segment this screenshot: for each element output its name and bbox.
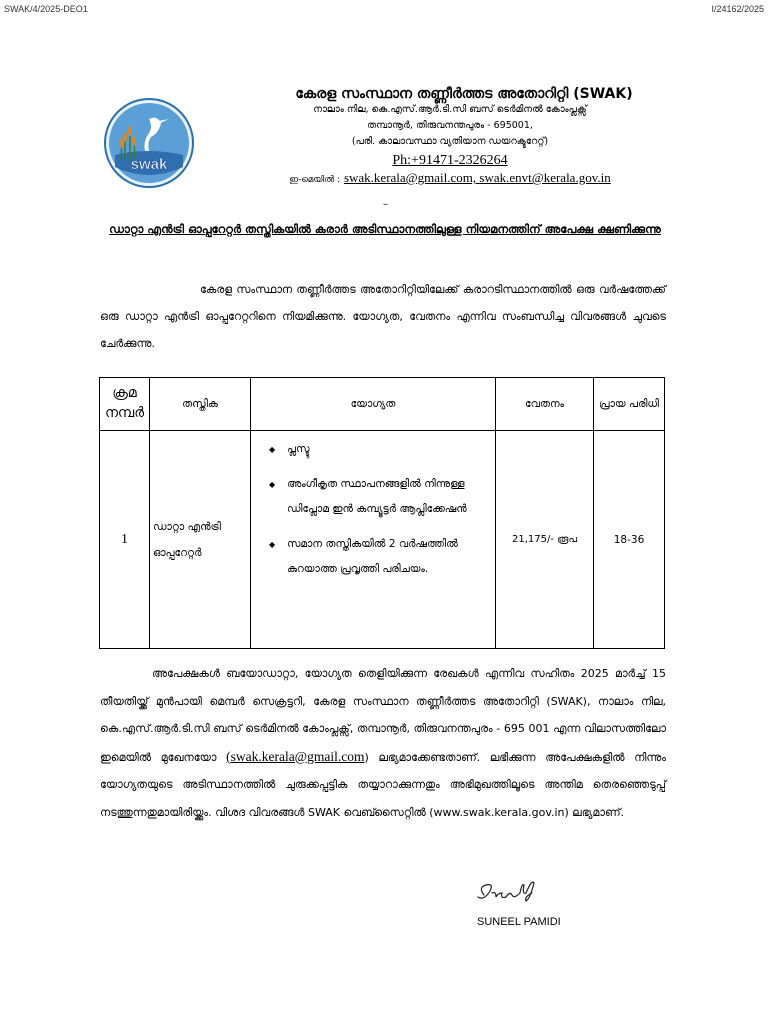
qualification-item xyxy=(259,437,489,462)
header-serial-no-line1: ക്രമ xyxy=(112,386,137,401)
qualification-list xyxy=(259,437,489,582)
address-line-2: തമ്പാനൂർ, തിരുവനന്തപുരം - 695001, xyxy=(367,120,533,131)
signatory-name: SUNEEL PAMIDI xyxy=(477,916,561,928)
diamond-bullet-icon: ◆ xyxy=(269,445,276,454)
qualification-text: പ്ലസ്ടു xyxy=(287,443,310,455)
letterhead xyxy=(240,86,660,186)
diamond-bullet-icon: ◆ xyxy=(269,480,276,489)
qualification-item xyxy=(259,532,489,582)
file-number: I/24162/2025 xyxy=(711,4,764,14)
closing-text-2: ) ലഭ്യമാക്കേണ്ടതാണ്. ലഭിക്കുന്ന അപേക്ഷകളിൽ നിന്നും യോഗ്യതയുടെ അടിസ്ഥാനത്തിൽ ചുരുക്കപ്പട്ടിക തയ്യാറാക്കുന്നതും അഭിമുഖത്തിലൂടെ അന്തിമ തെരഞ്ഞെടുപ്പ് നടത്തുന്നതുമായിരിയ്ക്കും. വിശദ വിവരങ്ങൾ SWAK വെബ്സൈറ്റിൽ (www.swak.kerala.gov.in) ലഭ്യമാണ്. xyxy=(100,750,666,819)
table-row xyxy=(100,431,665,649)
cell-age-limit: 18-36 xyxy=(594,431,665,649)
qualification-item xyxy=(259,472,489,522)
phone-number: Ph:+91471-2326264 xyxy=(392,153,508,168)
table-header-row xyxy=(100,378,665,431)
reference-number: SWAK/4/2025-DEO1 xyxy=(4,4,88,14)
header-post: തസ്തിക xyxy=(150,378,251,431)
intro-paragraph: കേരള സംസ്ഥാന തണ്ണീർത്തട അതോറിറ്റിയിലേക്ക് കരാറടിസ്ഥാനത്തിൽ ഒരു വർഷത്തേക്ക് ഒരു ഡാറ്റാ എൻട്രി ഓപ്പറേറ്ററിനെ നിയമിക്കുന്നു. യോഗ്യത, വേതനം എന്നിവ സംബന്ധിച്ച വിവരങ്ങൾ ചുവടെ ചേർക്കുന്നു. xyxy=(100,283,666,350)
header-age-limit: പ്രായ പരിധി xyxy=(594,378,665,431)
qualification-text: അംഗീകൃത സ്ഥാപനങ്ങളിൽ നിന്നുള്ള ഡിപ്ലോമ ഇൻ കമ്പ്യൂട്ടർ ആപ്ലിക്കേഷൻ xyxy=(287,478,467,515)
qualification-text: സമാന തസ്തികയിൽ 2 വർഷത്തിൽ കുറയാത്ത പ്രവൃത്തി പരിചയം. xyxy=(287,538,458,575)
separator-dash: – xyxy=(383,199,388,210)
closing-paragraph xyxy=(100,660,666,826)
diamond-bullet-icon: ◆ xyxy=(269,540,276,549)
notice-title: ഡാറ്റാ എൻട്രി ഓപ്പറേറ്റർ തസ്തികയിൽ കരാർ അടിസ്ഥാനത്തിലുള്ള നിയമനത്തിന് അപേക്ഷ ക്ഷണിക്കുന്നു xyxy=(109,222,661,236)
cell-serial-no: 1 xyxy=(100,431,150,649)
contact-email[interactable]: (swak.kerala@gmail.com xyxy=(226,748,365,764)
organisation-name: കേരള സംസ്ഥാന തണ്ണീർത്തട അതോറിറ്റി (SWAK) xyxy=(295,86,633,102)
email-line xyxy=(240,170,660,186)
signature-image xyxy=(470,873,580,913)
cell-post: ഡാറ്റാ എൻട്രി ഓപ്പറേറ്റർ xyxy=(150,431,251,649)
header-salary: വേതനം xyxy=(496,378,594,431)
swak-logo xyxy=(103,97,195,189)
address-line-3: (പരി. കാലാവസ്ഥാ വ്യതിയാന ഡയറക്ടറേറ്റ്) xyxy=(351,136,549,147)
header-qualification: യോഗ്യത xyxy=(251,378,496,431)
email-label: ഇ-മെയിൽ : xyxy=(289,175,341,185)
address-line-1: നാലാം നില, കെ.എസ്.ആർ.ടി.സി ബസ് ടെർമിനൽ കോംപ്ലക്സ് xyxy=(313,104,587,115)
closing-text-1: അപേക്ഷകൾ ബയോഡാറ്റാ, യോഗ്യത തെളിയിക്കുന്ന രേഖകൾ എന്നിവ സഹിതം 2025 മാർച്ച് 15 തീയതിയ്ക്ക് മുൻപായി മെമ്പർ സെക്രട്ടറി, കേരള സംസ്ഥാന തണ്ണീർത്തട അതോറിറ്റി (SWAK), നാലാം നില, കെ.എസ്.ആർ.ടി.സി ബസ് ടെർമിനൽ കോംപ്ലക്സ്, തമ്പാനൂർ, തിരുവനന്തപുരം - 695 001 എന്ന വിലാസത്തിലോ ഇമെയിൽ മുഖേനയോ xyxy=(100,667,666,764)
header-serial-no-line2: നമ്പർ xyxy=(104,406,145,421)
header-serial-no xyxy=(100,378,150,431)
email-addresses[interactable]: swak.kerala@gmail.com, swak.envt@kerala.gov.in xyxy=(343,170,611,185)
vacancy-table xyxy=(99,377,665,649)
cell-salary: 21,175/- രൂപ xyxy=(496,431,594,649)
cell-qualification xyxy=(251,431,496,649)
logo-text: swak xyxy=(130,156,168,173)
